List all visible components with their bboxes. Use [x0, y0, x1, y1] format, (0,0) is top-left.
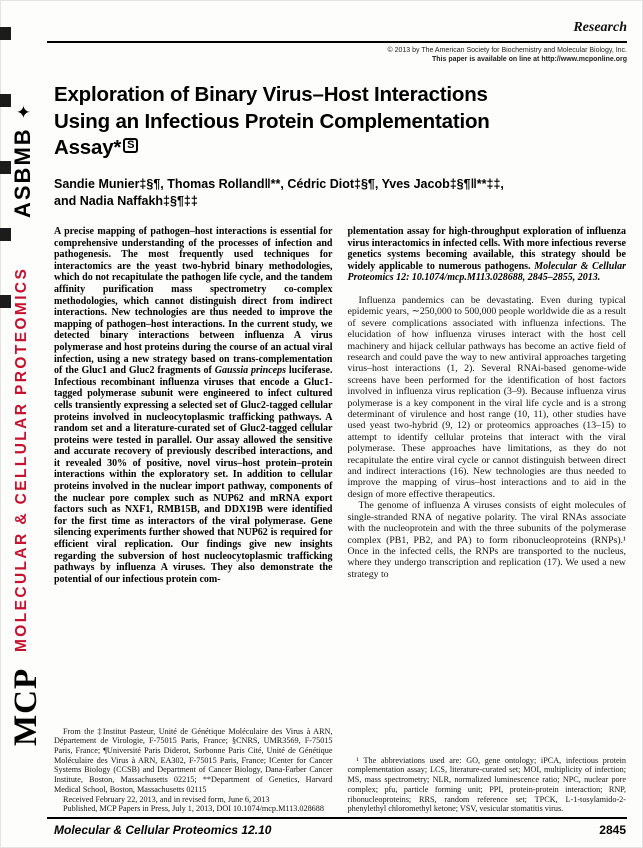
species-name-italic: Gaussia princeps: [214, 365, 287, 377]
registration-mark: [0, 295, 11, 308]
supplemental-data-icon: S: [123, 138, 138, 153]
article-title-line2: Using an Infectious Protein Complementation: [54, 109, 490, 133]
abstract-left-part2: luciferase. Infectious recombinant influenza viruses that encode a Gluc1-tagged polymerase subunit were engineered to infect cultured cells transiently expressing a selected set of Gluc2-tagged cellular proteins involved in nucleocytoplasmic trafficking pathways. A random set and a literature-curated set of Gluc2-tagged cellular proteins were tested in parallel. Our assay allowed the sensitive and accurate recovery of previously described interactions, and it revealed 30% of positive, novel virus–host protein–protein interactions within the exploratory set. In addition to cellular proteins involved in the nuclear import pathway, components of the nuclear pore complex such as NUP62 and mRNA export factors such as NXF1, RMB15B, and DDX19B were identified for the first time as interactors of the viral polymerase. Gene silencing experiments further showed that NUP62 is required for efficient viral replication. Our findings give new insights regarding the subversion of host nucleocytoplasmic trafficking pathways by influenza A viruses. They also demonstrate the potential of our infectious protein com-: [54, 365, 333, 585]
two-column-body: [54, 226, 626, 814]
asbmb-logo-icon: ✦: [14, 102, 35, 120]
page-footer: [54, 823, 626, 837]
affiliations-text: From the ‡Institut Pasteur, Unité de Génétique Moléculaire des Virus à ARN, Département de Virologie, F-75015 Paris, France; §CNRS, UMR3569, F-75015 Paris, France; ¶Université Paris Diderot, Sorbonne Paris Cité, Unité de Génétique Moléculaire des Virus à ARN, EA302, F-75015 Paris, France; ‖Center for Cancer Systems Biology (CCSB) and Department of Cancer Biology, Dana-Farber Cancer Institute, Boston, Massachusetts 02215; **Department of Genetics, Harvard Medical School, Boston, Massachusetts 02115: [54, 726, 333, 794]
footer-journal-name: Molecular & Cellular Proteomics 12.10: [54, 823, 272, 837]
left-column: [54, 226, 333, 814]
mcp-logo: MCP: [8, 667, 44, 746]
author-list: [54, 176, 626, 210]
received-date: Received February 22, 2013, and in revised form, June 6, 2013: [63, 794, 270, 804]
abstract-left: [54, 226, 333, 585]
body-paragraph-1: Influenza pandemics can be devastating. Even during typical epidemic years, ∼250,000 to 500,000 people worldwide die as a result of severe complications associated with influenza infections. The elucidation of how influenza viruses interact with the host cell machinery and hijack cellular pathways has become an active field of research and could pave the way to new antiviral approaches targeting virus–host interactions (1, 2). Several RNAi-based genome-wide screens have been performed for the identification of host factors involved in influenza virus replication (3–9). Because influenza virus polymerase is a key component in the viral life cycle and is a strong determinant of virulence and host range (10, 11), other studies have used yeast two-hybrid (9, 12) or proteomics approaches (13–15) to attempt to identify cellular proteins that interact with the viral polymerase. These approaches have limitations, as they do not recapitulate the entire viral cycle or cannot distinguish between direct and indirect interactions (16). New technologies are thus needed to improve the mapping of virus–host interactions and to aid in the design of more effective therapeutics.: [347, 294, 626, 500]
body-paragraph-2: The genome of influenza A viruses consists of eight molecules of single-stranded RNA of negative polarity. The viral RNAs associate with the nucleoprotein and with the three subunits of the polymerase complex (PB1, PB2, and PA) to form ribonucleoproteins (RNPs).¹ Once in the infected cells, the RNPs are transported to the nucleus, where they undergo transcription and replication (17). We used a new strategy to: [347, 500, 626, 580]
copyright-line2: This paper is available on line at http://www.mcponline.org: [432, 55, 627, 63]
section-label: Research: [573, 20, 627, 35]
footer-rule: [47, 817, 627, 819]
journal-name-vertical: MOLECULAR & CELLULAR PROTEOMICS: [13, 266, 30, 652]
published-date: Published, MCP Papers in Press, July 1, 2013, DOI 10.1074/mcp.M113.028688: [63, 804, 324, 814]
registration-mark: [0, 228, 11, 241]
footer-page-number: 2845: [599, 823, 626, 837]
asbmb-logo: [10, 102, 36, 218]
journal-citation: Molecular & Cellular Proteomics 12: 10.1074/mcp.M113.028688, 2845–2855, 2013.: [347, 260, 626, 284]
affiliations-footnote-block: [54, 719, 333, 814]
header-rule: [47, 41, 627, 43]
abbreviations-footnote: ¹ The abbreviations used are: GO, gene ontology; iPCA, infectious protein complementation assay; LCS, literature-curated set; MOI, multiplicity of infection; MS, mass spectrometry; NLR, normalized luminescence ratio; NPC, nuclear pore complex; pfu, particle forming unit; PPI, protein-protein interaction; RNP, ribonucleoproteins; RRS, random reference set; TPCK, L-1-tosylamido-2-phenylethyl chloromethyl ketone; VSV, vesicular stomatitis virus.: [347, 755, 626, 814]
article-title-line3: [54, 135, 629, 162]
abstract-right-part1: plementation assay for high-throughput exploration of influenza virus interactomics in infected cells. With more infectious reverse genetics systems becoming available, this strategy should be widely applicable to numerous pathogens.: [347, 226, 626, 272]
registration-mark: [0, 27, 11, 40]
copyright-block: [387, 47, 627, 64]
author-line2: and Nadia Naffakh‡§¶‡‡: [54, 194, 198, 208]
article-title-line3-text: Assay*: [54, 136, 122, 159]
asbmb-logo-text: ASBMB: [10, 127, 35, 218]
author-line1: Sandie Munier‡§¶, Thomas Rolland‖**, Cédric Diot‡§¶, Yves Jacob‡§¶‖**‡‡,: [54, 177, 504, 191]
article-title: [54, 82, 629, 162]
abstract-right: [348, 226, 627, 284]
copyright-line1: © 2013 by The American Society for Biochemistry and Molecular Biology, Inc.: [387, 47, 627, 54]
article-title-line1: Exploration of Binary Virus–Host Interactions: [54, 83, 488, 106]
right-column: [348, 226, 627, 814]
abstract-left-part1: A precise mapping of pathogen–host interactions is essential for comprehensive understanding of the processes of infection and pathogenesis. The most frequently used techniques for interactomics are the yeast two-hybrid binary methodologies, which do not recapitulate the pathogen life cycle, and the tandem affinity purification mass spectrometry co-complex methodologies, which cannot distinguish direct from indirect interactions. New technologies are thus needed to improve the mapping of pathogen–host interactions. In the current study, we detected binary interactions between influenza A virus polymerase and host proteins during the course of an actual viral infection, using a new strategy based on trans-complementation of the Gluc1 and Gluc2 fragments of: [54, 226, 333, 377]
